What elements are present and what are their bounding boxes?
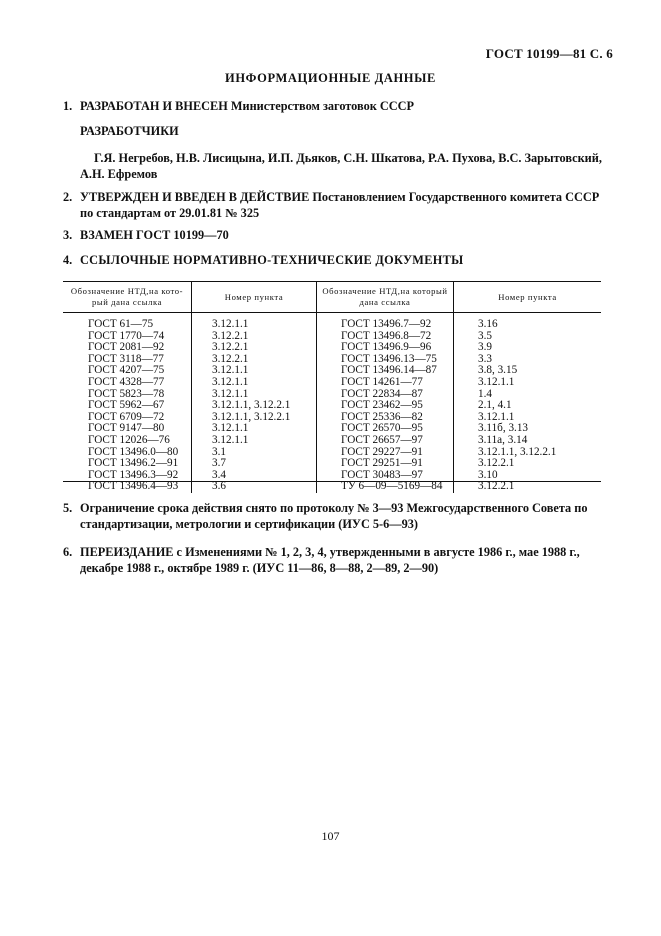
ntd-designation-cell: ГОСТ 13496.9—96 <box>317 342 454 354</box>
ntd-designation-cell: ГОСТ 13496.2—91 <box>88 457 179 470</box>
page-number: 107 <box>321 829 340 843</box>
standard-reference: ГОСТ 10199—81 С. 6 <box>485 46 613 61</box>
section-number: 3. <box>63 228 73 242</box>
ntd-designation-cell: ГОСТ 13496.14—87 <box>317 365 454 377</box>
section-number: 4. <box>63 253 73 267</box>
item-number-cell: 3.9 <box>454 342 602 354</box>
table-row <box>63 313 601 331</box>
item-number-cell: 3.12.1.1, 3.12.2.1 <box>192 412 317 424</box>
ntd-designation-cell: ГОСТ 5962—67 <box>88 399 165 412</box>
section-number: 1. <box>63 99 73 113</box>
item-number-cell: 3.12.1.1 <box>192 423 317 435</box>
ntd-designation-cell: ГОСТ 9147—80 <box>88 422 165 435</box>
ntd-designation-cell: ГОСТ 3118—77 <box>88 352 164 365</box>
ntd-designation-cell: ГОСТ 4328—77 <box>88 375 165 388</box>
section-number: 6. <box>63 545 73 559</box>
column-header: Номер пункта <box>192 282 317 313</box>
item-number-cell: 3.11а, 3.14 <box>454 435 602 447</box>
section-1-text <box>80 98 603 114</box>
section-2 <box>63 189 603 221</box>
item-number-cell: 3.12.1.1, 3.12.2.1 <box>192 400 317 412</box>
section-6-body: с Изменениями № 1, 2, 3, 4, утвержденными в августе 1986 г., мае 1988 г., декабре 1988 г., октябре 1989 г. (ИУС 11—86, 8—88, 2—89, 2—90) <box>80 545 580 575</box>
section-3 <box>63 227 603 243</box>
ntd-designation-cell: ГОСТ 14261—77 <box>317 377 454 389</box>
ntd-designation-cell: ГОСТ 12026—76 <box>88 433 170 446</box>
table-body <box>63 313 601 493</box>
item-number-cell: 3.3 <box>454 354 602 366</box>
section-number: 2. <box>63 190 73 204</box>
column-header: Обозначение НТД,на кото-рый дана ссылка <box>63 282 192 313</box>
ntd-designation-cell: ГОСТ 4207—75 <box>88 364 165 377</box>
item-number-cell: 3.12.2.1 <box>192 331 317 343</box>
section-1-heading: РАЗРАБОТАН И ВНЕСЕН <box>80 99 228 113</box>
ntd-designation-cell: ГОСТ 25336—82 <box>317 412 454 424</box>
section-6-text <box>80 544 603 576</box>
item-number-cell: 3.12.1.1 <box>454 412 602 424</box>
item-number-cell: 3.12.2.1 <box>454 481 602 493</box>
ntd-designation-cell: ГОСТ 22834—87 <box>317 389 454 401</box>
item-number-cell: 3.12.2.1 <box>454 458 602 470</box>
section-2-body: Постановлением Государственного комитета СССР по стандартам от 29.01.81 № 325 <box>80 190 600 220</box>
references-table <box>63 281 601 493</box>
section-5 <box>63 500 603 532</box>
section-6 <box>63 544 603 576</box>
item-number-cell: 3.7 <box>192 458 317 470</box>
item-number-cell: 3.8, 3.15 <box>454 365 602 377</box>
item-number-cell: 3.1 <box>192 447 317 459</box>
column-header: Обозначение НТД,на который дана ссылка <box>317 282 454 313</box>
section-number: 5. <box>63 501 73 515</box>
item-number-cell: 3.12.1.1 <box>192 313 317 331</box>
table-row <box>63 481 601 493</box>
ntd-designation-cell: ГОСТ 30483—97 <box>317 470 454 482</box>
item-number-cell: 2.1, 4.1 <box>454 400 602 412</box>
table-row <box>63 435 601 447</box>
section-6-heading: ПЕРЕИЗДАНИЕ <box>80 545 174 559</box>
ntd-designation-cell: ГОСТ 13496.8—72 <box>317 331 454 343</box>
section-1-body: Министерством заготовок СССР <box>230 99 415 113</box>
ntd-designation-cell: ГОСТ 13496.13—75 <box>317 354 454 366</box>
item-number-cell: 3.5 <box>454 331 602 343</box>
item-number-cell: 3.12.1.1 <box>454 377 602 389</box>
section-4 <box>63 252 603 268</box>
item-number-cell: 3.12.1.1 <box>192 365 317 377</box>
developers-heading: РАЗРАБОТЧИКИ <box>80 124 179 138</box>
item-number-cell: 3.4 <box>192 470 317 482</box>
table-row <box>63 377 601 389</box>
section-2-text <box>80 189 603 221</box>
item-number-cell: 1.4 <box>454 389 602 401</box>
ntd-designation-cell: ТУ 6—09—5169—84 <box>317 481 454 493</box>
item-number-cell: 3.12.1.1 <box>192 389 317 401</box>
developers-names: Г.Я. Негребов, Н.В. Лисицына, И.П. Дьяков, С.Н. Шкатова, Р.А. Пухова, В.С. Зарытовский, А.Н. Ефремов <box>80 151 602 181</box>
item-number-cell: 3.12.1.1, 3.12.2.1 <box>454 447 602 459</box>
item-number-cell: 3.16 <box>454 313 602 331</box>
page-title: ИНФОРМАЦИОННЫЕ ДАННЫЕ <box>225 71 436 85</box>
ntd-designation-cell: ГОСТ 5823—78 <box>88 387 165 400</box>
ntd-designation-cell: ГОСТ 13496.7—92 <box>317 313 454 331</box>
ntd-designation-cell: ГОСТ 1770—74 <box>88 329 165 342</box>
section-1 <box>63 98 603 114</box>
ntd-designation-cell: ГОСТ 13496.0—80 <box>88 445 179 458</box>
section-5-text: Ограничение срока действия снято по протоколу № 3—93 Межгосударственного Совета по стандартизации, метрологии и сертификации (ИУС 5-6—93) <box>80 501 588 531</box>
item-number-cell: 3.6 <box>192 481 317 493</box>
section-3-text: ВЗАМЕН ГОСТ 10199—70 <box>80 228 229 242</box>
table-row <box>63 400 601 412</box>
ntd-designation-cell: ГОСТ 29227—91 <box>317 447 454 459</box>
item-number-cell: 3.11б, 3.13 <box>454 423 602 435</box>
ntd-designation-cell: ГОСТ 23462—95 <box>317 400 454 412</box>
ntd-designation-cell: ГОСТ 13496.3—92 <box>88 468 179 481</box>
item-number-cell: 3.12.1.1 <box>192 377 317 389</box>
ntd-designation-cell: ГОСТ 2081—92 <box>88 341 165 354</box>
section-2-heading: УТВЕРЖДЕН И ВВЕДЕН В ДЕЙСТВИЕ <box>80 190 310 204</box>
section-4-text: ССЫЛОЧНЫЕ НОРМАТИВНО-ТЕХНИЧЕСКИЕ ДОКУМЕНТЫ <box>80 253 464 267</box>
table-bottom-rule <box>63 481 601 482</box>
table-row <box>63 458 601 470</box>
item-number-cell: 3.12.1.1 <box>192 435 317 447</box>
ntd-designation-cell: ГОСТ 13496.4—93 <box>88 480 179 493</box>
ntd-designation-cell: ГОСТ 29251—91 <box>317 458 454 470</box>
ntd-designation-cell: ГОСТ 6709—72 <box>88 410 165 423</box>
item-number-cell: 3.10 <box>454 470 602 482</box>
column-header: Номер пункта <box>454 282 602 313</box>
ntd-designation-cell: ГОСТ 26657—97 <box>317 435 454 447</box>
table-header-row <box>63 282 601 313</box>
ntd-designation-cell: ГОСТ 26570—95 <box>317 423 454 435</box>
ntd-designation-cell: ГОСТ 61—75 <box>88 318 154 330</box>
item-number-cell: 3.12.2.1 <box>192 342 317 354</box>
item-number-cell: 3.12.2.1 <box>192 354 317 366</box>
